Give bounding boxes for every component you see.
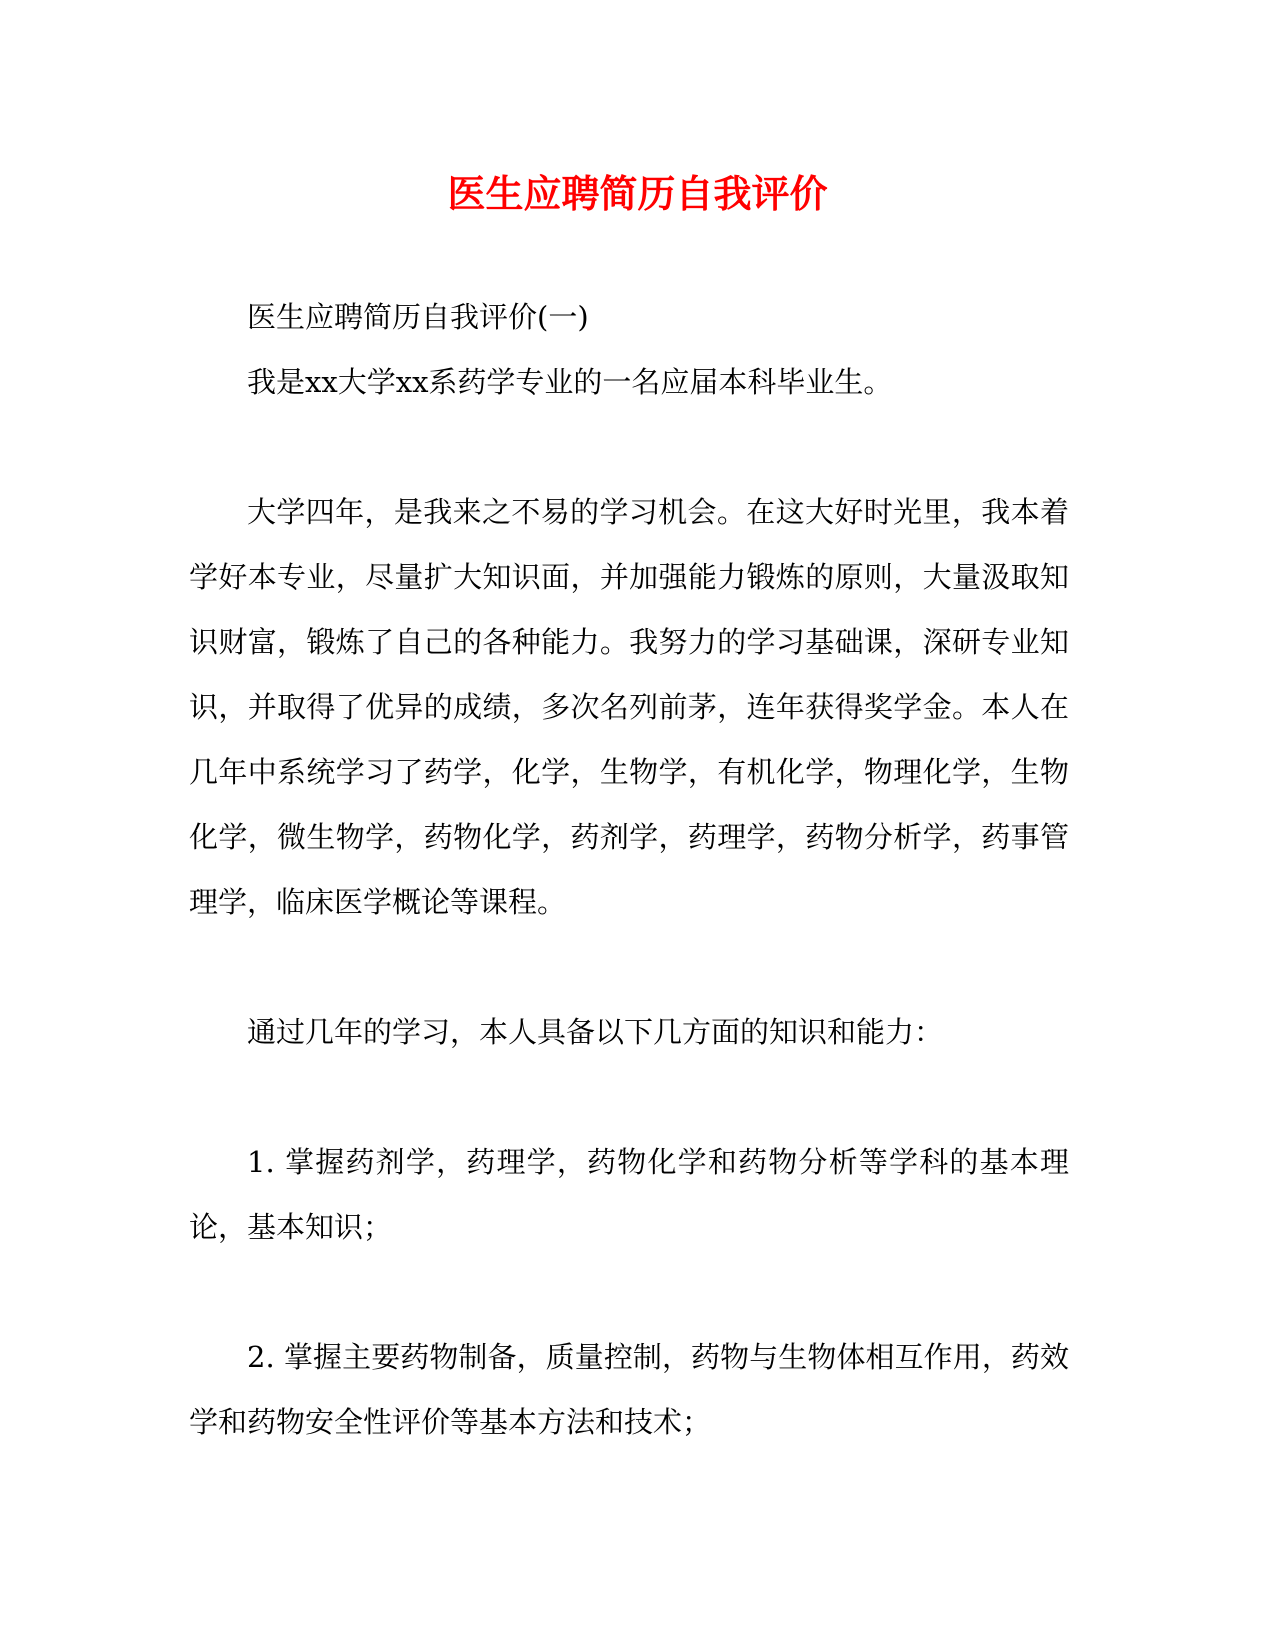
list-item-1: 1. 掌握药剂学，药理学，药物化学和药物分析等学科的基本理论，基本知识；	[189, 1145, 1069, 1244]
section-heading: 医生应聘简历自我评价(一)	[247, 300, 589, 334]
paragraph-abilities-intro: 通过几年的学习，本人具备以下几方面的知识和能力：	[247, 1015, 944, 1049]
list-item-2: 2. 掌握主要药物制备，质量控制，药物与生物体相互作用，药效学和药物安全性评价等基本方法和技术；	[189, 1340, 1069, 1439]
paragraph-university-study: 大学四年，是我来之不易的学习机会。在这大好时光里，我本着学好本专业，尽量扩大知识面，并加强能力锻炼的原则，大量汲取知识财富，锻炼了自己的各种能力。我努力的学习基础课，深研专业知识，并取得了优异的成绩，多次名列前茅，连年获得奖学金。本人在几年中系统学习了药学，化学，生物学，有机化学，物理化学，生物化学，微生物学，药物化学，药剂学，药理学，药物分析学，药事管理学，临床医学概论等课程。	[189, 495, 1069, 919]
document-body	[189, 285, 1069, 1455]
document-title: 医生应聘简历自我评价	[447, 171, 828, 216]
paragraph-intro: 我是xx大学xx系药学专业的一名应届本科毕业生。	[247, 365, 893, 399]
